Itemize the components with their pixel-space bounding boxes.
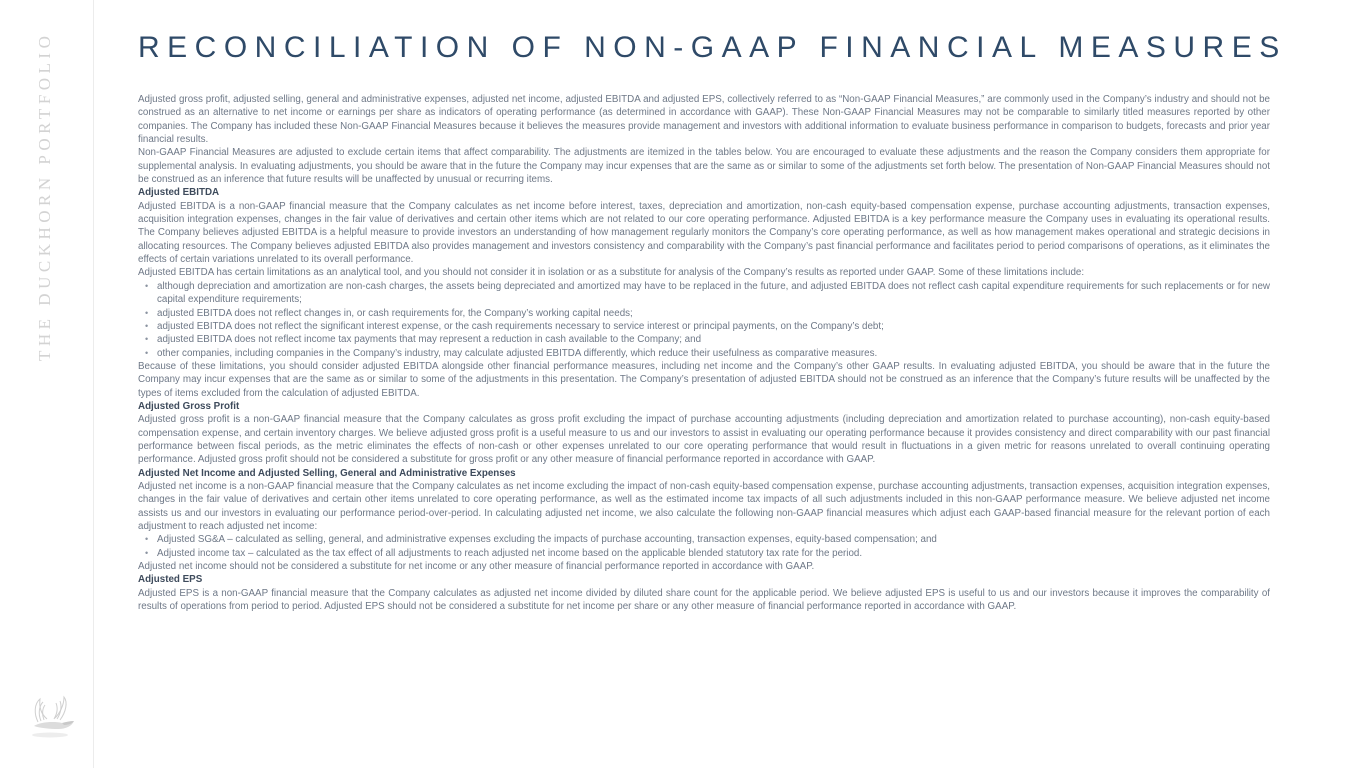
- bullet-list: [138, 533, 1270, 560]
- section-heading: Adjusted EPS: [138, 574, 203, 586]
- body-paragraph: Adjusted gross profit is a non-GAAP financial measure that the Company calculates as gross profit excluding the impact of purchase accounting adjustments (including depreciation and amortization related to purchase accounting), non-cash equity-based compensation expense, and certain inventory charges. We believe adjusted gross profit is a useful measure to us and our investors to assist in evaluating our operating performance because it provides consistency and direct comparability with our past financial performance between fiscal periods, as the metric eliminates the effects of non-cash or other expenses unrelated to our core operating performance that would result in fluctuations in a given metric for reasons unrelated to overall continuing operating performance. Adjusted gross profit should not be considered a substitute for gross profit or any other measure of financial performance reported in accordance with GAAP.: [138, 414, 1270, 466]
- content-blocks: [138, 93, 1270, 613]
- bullet-item: • adjusted EBITDA does not reflect the significant interest expense, or the cash requirements necessary to service interest or principal payments, on the Company’s debt;: [138, 320, 1270, 333]
- body-paragraph: Adjusted net income is a non-GAAP financial measure that the Company calculates as net income excluding the impact of non-cash equity-based compensation expense, purchase accounting adjustments, transaction expenses, acquisition integration expenses, changes in the fair value of derivatives and certain other items unrelated to core operating performance, as well as the estimated income tax impacts of all such adjustments included in this non-GAAP performance measure. We believe adjusted net income assists us and our investors in evaluating our performance period-over-period. In calculating adjusted net income, we also calculate the following non-GAAP financial measures which adjust each GAAP-based financial measure for the relevant portion of each adjustment to reach adjusted net income:: [138, 480, 1270, 532]
- bullet-list: [138, 280, 1270, 360]
- section-heading: Adjusted EBITDA: [138, 187, 220, 199]
- body-paragraph: Adjusted EPS is a non-GAAP financial measure that the Company calculates as adjusted net income divided by diluted share count for the applicable period. We believe adjusted EPS is useful to us and our investors because it improves the comparability of results of operations from period to period. Adjusted EPS should not be considered a substitute for net income per share or any other measure of financial performance reported in accordance with GAAP.: [138, 587, 1270, 613]
- body-paragraph: Adjusted EBITDA has certain limitations as an analytical tool, and you should not consider it in isolation or as a substitute for analysis of the Company’s results as reported under GAAP. Some of these limitations include:: [138, 267, 1085, 279]
- body-paragraph: Adjusted net income should not be considered a substitute for net income or any other measure of financial performance reported in accordance with GAAP.: [138, 561, 815, 573]
- bullet-item: • adjusted EBITDA does not reflect changes in, or cash requirements for, the Company’s working capital needs;: [138, 307, 1270, 320]
- body-paragraph: Non-GAAP Financial Measures are adjusted to exclude certain items that affect comparability. The adjustments are itemized in the tables below. You are encouraged to evaluate these adjustments and the reason the Company considers them appropriate for supplemental analysis. In evaluating adjustments, you should be aware that in the future the Company may incur expenses that are the same as or similar to some of the adjustments set forth below. The presentation of Non-GAAP Financial Measures should not be construed as an inference that future results will be unaffected by unusual or recurring items.: [138, 147, 1270, 186]
- bullet-item: • although depreciation and amortization are non-cash charges, the assets being depreciated and amortized may have to be replaced in the future, and adjusted EBITDA does not reflect cash capital expenditure requirements for such replacements or for new capital expenditure requirements;: [138, 280, 1270, 307]
- body-paragraph: Because of these limitations, you should consider adjusted EBITDA alongside other financial performance measures, including net income and the Company’s other GAAP results. In evaluating adjusted EBITDA, you should be aware that in the future the Company may incur expenses that are the same as or similar to some of the adjustments in this presentation. The Company’s presentation of adjusted EBITDA should not be construed as an inference that the Company’s future results will be unaffected by the types of items excluded from the calculation of adjusted EBITDA.: [138, 360, 1270, 399]
- bullet-item: • other companies, including companies in the Company’s industry, may calculate adjusted EBITDA differently, which reduce their usefulness as comparative measures.: [138, 347, 1270, 360]
- bullet-item: • adjusted EBITDA does not reflect income tax payments that may represent a reduction in cash available to the Company; and: [138, 333, 1270, 346]
- section-heading: Adjusted Net Income and Adjusted Selling, General and Administrative Expenses: [138, 467, 516, 479]
- duck-logo-icon: [24, 694, 80, 740]
- page-title: RECONCILIATION OF NON-GAAP FINANCIAL MEASURES: [138, 31, 1287, 64]
- body-paragraph: Adjusted EBITDA is a non-GAAP financial measure that the Company calculates as net income before interest, taxes, depreciation and amortization, non-cash equity-based compensation expense, purchase accounting adjustments, transaction expenses, acquisition integration expenses, changes in the fair value of derivatives and certain other items which are not related to our core operating performance. Adjusted EBITDA is a key performance measure the Company uses in evaluating its operational results. The Company believes adjusted EBITDA is a helpful measure to provide investors an understanding of how management regularly monitors the Company’s core operating performance, as well as how management makes operational and strategic decisions in allocating resources. The Company believes adjusted EBITDA also provides management and investors consistency and comparability with the Company’s past financial performance and facilitates period to period comparisons of operations, as it eliminates the effects of certain variations unrelated to its overall performance.: [138, 200, 1270, 266]
- brand-vertical-text: THE DUCKHORN PORTFOLIO: [35, 31, 54, 361]
- section-heading: Adjusted Gross Profit: [138, 400, 240, 412]
- bullet-item: • Adjusted income tax – calculated as the tax effect of all adjustments to reach adjusted net income based on the applicable blended statutory tax rate for the period.: [138, 547, 1270, 560]
- vertical-divider: [93, 0, 94, 768]
- main-content: [138, 0, 1287, 613]
- body-paragraph: Adjusted gross profit, adjusted selling, general and administrative expenses, adjusted net income, adjusted EBITDA and adjusted EPS, collectively referred to as “Non-GAAP Financial Measures,” are commonly used in the Company’s industry and should not be construed as an alternative to net income or earnings per share as indicators of operating performance (as determined in accordance with GAAP). These Non-GAAP Financial Measures may not be comparable to similarly titled measures reported by other companies. The Company has included these Non-GAAP Financial Measures because it believes the measures provide management and investors with additional information to evaluate business performance in comparison to budgets, forecasts and prior year financial results.: [138, 94, 1270, 146]
- bullet-item: • Adjusted SG&A – calculated as selling, general, and administrative expenses excluding the impacts of purchase accounting, transaction expenses, equity-based compensation; and: [138, 533, 1270, 546]
